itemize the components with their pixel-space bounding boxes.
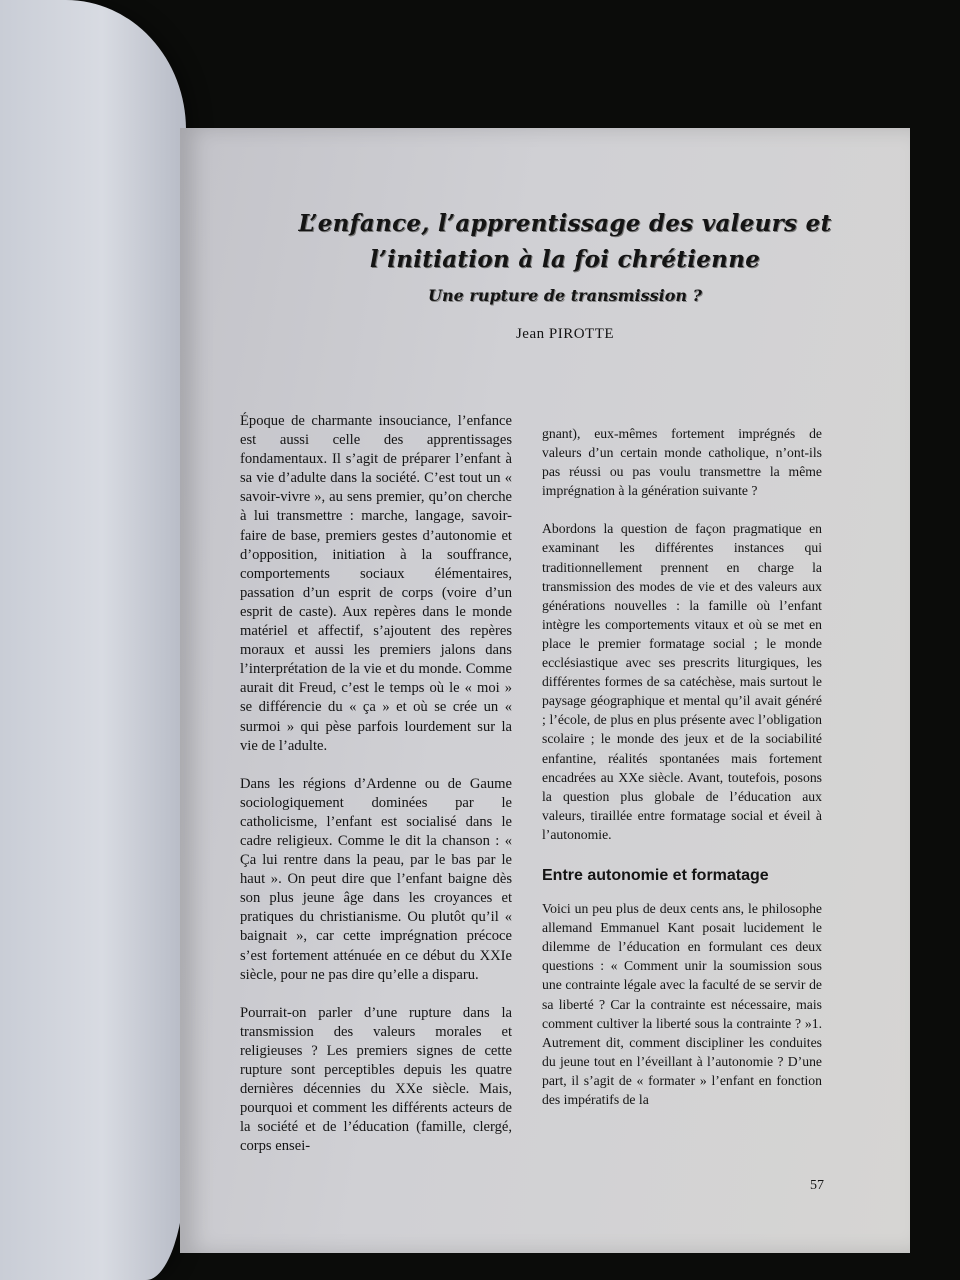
right-text-column bbox=[542, 424, 822, 1128]
paragraph: Pourrait-on parler d’une rupture dans la transmission des valeurs morales et religieuses ? Les premiers signes de cette rupture sont perceptibles depuis les quatre dernières décennies du XXe siècle. Mais, pourquoi et comment les différents acteurs de la société et de l’éducation (famille, clergé, corps ensei- bbox=[240, 1004, 512, 1155]
paragraph: Voici un peu plus de deux cents ans, le philosophe allemand Emmanuel Kant posait lucidement le dilemme de l’éducation en formulant ces deux questions : « Comment unir la soumission sous une contrainte légale avec la faculté de se servir de sa liberté ? Car la contrainte est nécessaire, mais comment cultiver la liberté sous la contrainte ? »1. Autrement dit, comment discipliner les conduites du jeune tout en l’éveillant à l’autonomie ? D’une part, il s’agit de « formater » l’enfant en fonction des impératifs de la bbox=[542, 901, 822, 1107]
book-page bbox=[180, 128, 910, 1253]
paragraph: Époque de charmante insouciance, l’enfance est aussi celle des apprentissages fondamentaux. Il s’agit de préparer l’enfant à sa vie d’adulte dans la société. C’est tout un « savoir-vivre », au sens premier, qu’on cherche à lui transmettre : marche, langage, savoir-faire de base, premiers gestes d’autonomie et d’opposition, initiation à la souffrance, comportements sociaux élémentaires, passation d’un esprit de corps (voire d’un esprit de caste). Aux repères dans le monde matériel et affectif, s’ajoutent des repères moraux et aussi les premiers jalons dans l’interprétation de la vie et du monde. Comme aurait dit Freud, c’est le temps où le « moi » se différencie du « ça » et où se crée un « surmoi » qui pèse parfois lourdement sur la vie de l’adulte. bbox=[240, 413, 512, 754]
paragraph: gnant), eux-mêmes fortement imprégnés de valeurs d’un certain monde catholique, n’ont-ils pas réussi ou pas voulu transmettre la même imprégnation à la génération suivante ? bbox=[542, 426, 822, 499]
facing-page-edge bbox=[0, 0, 186, 1280]
author-name: Jean PIROTTE bbox=[515, 326, 615, 342]
article-title-line-2: l’initiation à la foi chrétienne bbox=[369, 246, 761, 273]
page-number: 57 bbox=[810, 1178, 824, 1193]
paragraph: Dans les régions d’Ardenne ou de Gaume sociologiquement dominées par le catholicisme, l’enfant est socialisé dans le cadre religieux. Comme le dit la chanson : « Ça lui rentre dans la peau, par le bas par le haut ». On peut dire que l’enfant baigne dès son plus jeune âge dans les croyances et pratiques du christianisme. Ou plutôt qu’il « baignait », car cette imprégnation précoce s’est fortement atténuée en ce début du XXIe siècle, pour ne pas dire qu’elle a disparu. bbox=[240, 775, 512, 983]
section-heading: Entre autonomie et formatage bbox=[542, 866, 769, 884]
left-text-column bbox=[240, 412, 512, 1175]
paragraph: Abordons la question de façon pragmatique en examinant les différentes instances qui traditionnellement prennent en charge la transmission des modes de vie et des valeurs aux générations nouvelles : la famille où l’enfant intègre les comportements vitaux et où se met en place le premier formatage social ; le monde ecclésiastique avec ses prescrits liturgiques, les différentes formes de sa catéchèse, mais surtout le paysage géographique et mental qu’il avait généré ; l’école, de plus en plus présente avec l’obligation scolaire ; le monde des jeux et de la sociabilité enfantine, réalités spontanées mais fortement encadrées au XXe siècle. Avant, toutefois, posons la question plus globale de l’éducation aux valeurs, tiraillée entre formatage social et éveil à l’autonomie. bbox=[542, 521, 822, 842]
article-subtitle: Une rupture de transmission ? bbox=[428, 286, 702, 305]
article-title-line-1: L’enfance, l’apprentissage des valeurs et bbox=[298, 210, 832, 237]
